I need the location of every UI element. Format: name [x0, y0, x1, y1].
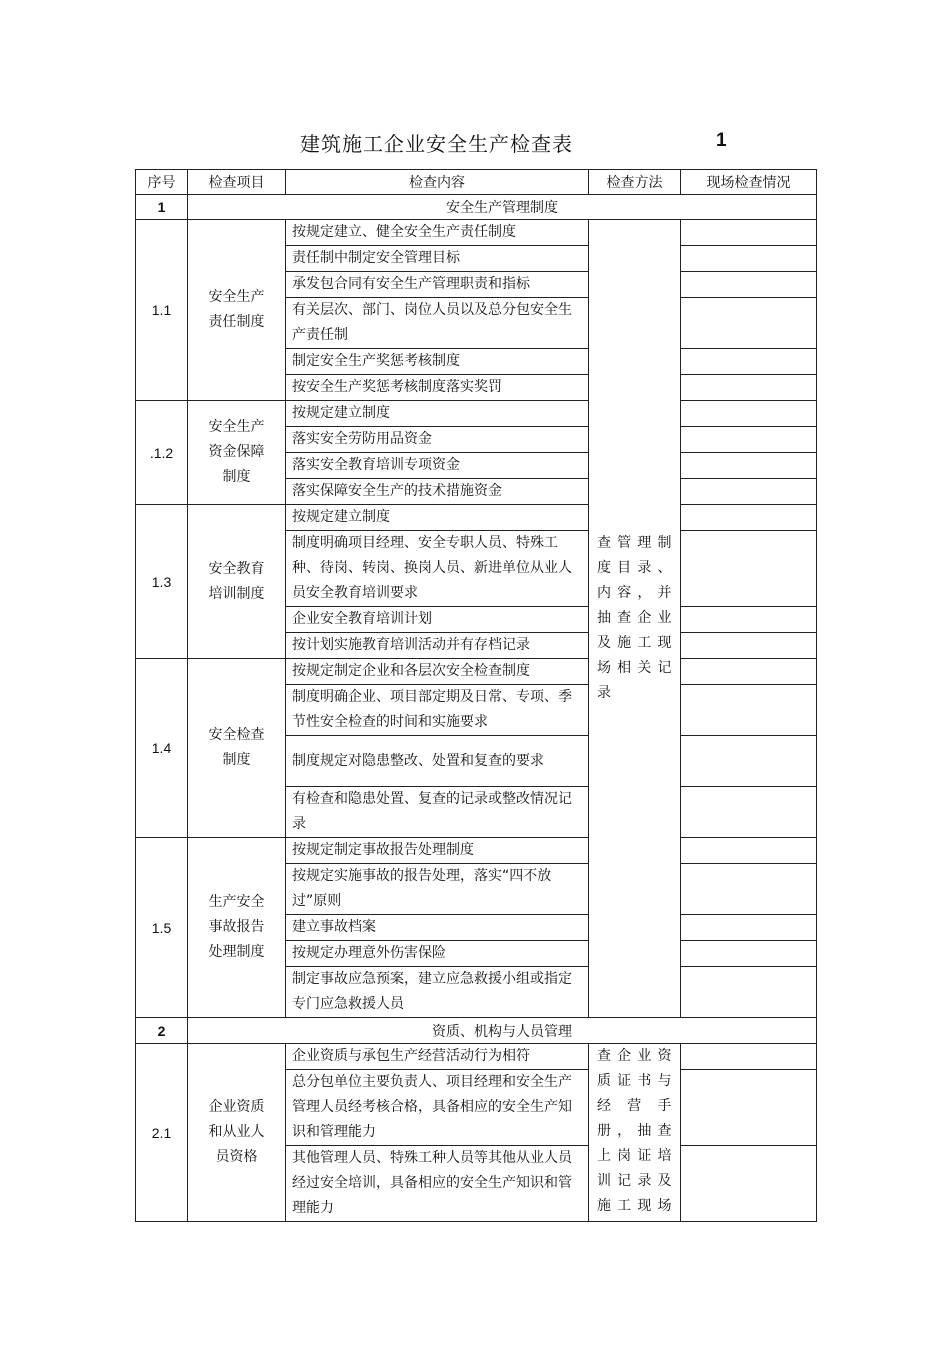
section-row	[136, 1018, 817, 1044]
inspection-table-body	[136, 170, 817, 1222]
check-content: 有关层次、部门、岗位人员以及总分包安全生产责任制	[286, 298, 589, 349]
onsite-result-cell[interactable]	[681, 659, 817, 685]
onsite-result-cell[interactable]	[681, 915, 817, 941]
onsite-result-cell[interactable]	[681, 967, 817, 1018]
check-method-line: 查管理制	[597, 535, 672, 551]
check-content: 制度规定对隐患整改、处置和复查的要求	[286, 736, 589, 787]
check-item-line: 安全教育	[208, 560, 265, 577]
onsite-result-cell[interactable]	[681, 787, 817, 838]
check-method-line: 册，抽查	[597, 1123, 672, 1139]
check-item-line: 企业资质	[208, 1099, 265, 1115]
check-content: 落实安全教育培训专项资金	[286, 453, 589, 479]
check-content: 承发包合同有安全生产管理职责和指标	[286, 272, 589, 298]
check-item-line: 制度	[222, 752, 251, 768]
check-content: 落实保障安全生产的技术措施资金	[286, 479, 589, 505]
check-method-line: 经 营 手	[597, 1098, 672, 1114]
onsite-result-cell[interactable]	[681, 427, 817, 453]
onsite-result-cell[interactable]	[681, 246, 817, 272]
table-row	[136, 220, 817, 246]
check-content: 按规定办理意外伤害保险	[286, 941, 589, 967]
check-content: 按规定实施事故的报告处理，落实“四不放过”原则	[286, 864, 589, 915]
check-item	[188, 1044, 286, 1222]
check-item	[188, 401, 286, 505]
onsite-result-cell[interactable]	[681, 736, 817, 787]
header-seq: 序号	[136, 170, 188, 195]
check-method	[589, 1044, 681, 1222]
onsite-result-cell[interactable]	[681, 633, 817, 659]
onsite-result-cell[interactable]	[681, 505, 817, 531]
page-number: 1	[716, 130, 727, 151]
group-number: 1.3	[136, 505, 188, 659]
check-method-line: 场相关记	[597, 660, 672, 676]
check-item-line: 责任制度	[208, 314, 265, 330]
check-item	[188, 220, 286, 401]
header-method: 检查方法	[589, 170, 681, 195]
table-row	[136, 838, 817, 864]
check-method-line: 及施工现	[597, 635, 672, 651]
check-content: 企业安全教育培训计划	[286, 607, 589, 633]
check-content: 有检查和隐患处置、复查的记录或整改情况记录	[286, 787, 589, 838]
check-item	[188, 659, 286, 838]
header-content: 检查内容	[286, 170, 589, 195]
onsite-result-cell[interactable]	[681, 838, 817, 864]
onsite-result-cell[interactable]	[681, 1146, 817, 1222]
header-onsite: 现场检查情况	[681, 170, 817, 195]
check-item-line: 培训制度	[208, 585, 265, 602]
check-item-line: 制度	[222, 469, 251, 485]
header-item: 检查项目	[188, 170, 286, 195]
onsite-result-cell[interactable]	[681, 401, 817, 427]
document-title: 建筑施工企业安全生产检查表	[300, 132, 573, 156]
check-content: 按规定建立、健全安全生产责任制度	[286, 220, 589, 246]
inspection-table	[135, 169, 817, 1222]
onsite-result-cell[interactable]	[681, 298, 817, 349]
check-method-line: 质证书与	[597, 1073, 672, 1089]
group-number: 1.1	[136, 220, 188, 401]
check-method-line: 度目录、	[597, 560, 672, 576]
check-item-line: 安全生产	[208, 419, 265, 435]
onsite-result-cell[interactable]	[681, 531, 817, 607]
group-number: 1.5	[136, 838, 188, 1018]
onsite-result-cell[interactable]	[681, 864, 817, 915]
check-content: 制定事故应急预案，建立应急救援小组或指定专门应急救援人员	[286, 967, 589, 1018]
check-content: 制度明确项目经理、安全专职人员、特殊工种、待岗、转岗、换岗人员、新进单位从业人员安全教育培训要求	[286, 531, 589, 607]
check-content: 建立事故档案	[286, 915, 589, 941]
check-method-line: 查企业资	[597, 1048, 672, 1064]
table-row	[136, 1044, 817, 1070]
check-item-line: 员资格	[215, 1149, 258, 1165]
table-row	[136, 505, 817, 531]
section-title: 资质、机构与人员管理	[188, 1018, 817, 1044]
check-content: 按规定制定企业和各层次安全检查制度	[286, 659, 589, 685]
onsite-result-cell[interactable]	[681, 375, 817, 401]
table-row	[136, 401, 817, 427]
group-number: 2.1	[136, 1044, 188, 1222]
check-item-line: 处理制度	[208, 944, 265, 960]
onsite-result-cell[interactable]	[681, 607, 817, 633]
check-method-line: 录	[597, 685, 612, 701]
section-number: 1	[136, 195, 188, 220]
section-title: 安全生产管理制度	[188, 195, 817, 220]
check-item	[188, 838, 286, 1018]
check-item-line: 安全检查	[208, 727, 265, 743]
onsite-result-cell[interactable]	[681, 1044, 817, 1070]
check-content: 按规定建立制度	[286, 401, 589, 427]
check-method-line: 训记录及	[597, 1173, 672, 1189]
table-row	[136, 659, 817, 685]
check-content: 企业资质与承包生产经营活动行为相符	[286, 1044, 589, 1070]
check-item	[188, 505, 286, 659]
check-content: 按规定建立制度	[286, 505, 589, 531]
onsite-result-cell[interactable]	[681, 941, 817, 967]
check-item-line: 和从业人	[208, 1124, 265, 1140]
section-number: 2	[136, 1018, 188, 1044]
check-content: 制定安全生产奖惩考核制度	[286, 349, 589, 375]
onsite-result-cell[interactable]	[681, 453, 817, 479]
onsite-result-cell[interactable]	[681, 349, 817, 375]
check-method-line: 抽查企业	[597, 610, 672, 626]
check-content: 按规定制定事故报告处理制度	[286, 838, 589, 864]
onsite-result-cell[interactable]	[681, 272, 817, 298]
group-number: .1.2	[136, 401, 188, 505]
check-method-line: 内容，并	[597, 585, 672, 601]
onsite-result-cell[interactable]	[681, 1070, 817, 1146]
check-content: 总分包单位主要负责人、项目经理和安全生产管理人员经考核合格，具备相应的安全生产知识和管理能力	[286, 1070, 589, 1146]
check-content: 落实安全劳防用品资金	[286, 427, 589, 453]
check-item-line: 安全生产	[208, 289, 265, 305]
check-method	[589, 220, 681, 1018]
header-row	[136, 170, 817, 195]
check-method-line: 上岗证培	[597, 1148, 672, 1164]
check-content: 按计划实施教育培训活动并有存档记录	[286, 633, 589, 659]
onsite-result-cell[interactable]	[681, 479, 817, 505]
check-method-line: 施工现场	[597, 1198, 672, 1214]
check-item-line: 生产安全	[208, 894, 265, 910]
onsite-result-cell[interactable]	[681, 220, 817, 246]
onsite-result-cell[interactable]	[681, 685, 817, 736]
group-number: 1.4	[136, 659, 188, 838]
check-content: 责任制中制定安全管理目标	[286, 246, 589, 272]
section-row	[136, 195, 817, 220]
check-item-line: 资金保障	[208, 444, 265, 460]
check-content: 制度明确企业、项目部定期及日常、专项、季节性安全检查的时间和实施要求	[286, 685, 589, 736]
check-item-line: 事故报告	[208, 919, 265, 935]
check-content: 按安全生产奖惩考核制度落实奖罚	[286, 375, 589, 401]
check-content: 其他管理人员、特殊工种人员等其他从业人员经过安全培训，具备相应的安全生产知识和管理能力	[286, 1146, 589, 1222]
